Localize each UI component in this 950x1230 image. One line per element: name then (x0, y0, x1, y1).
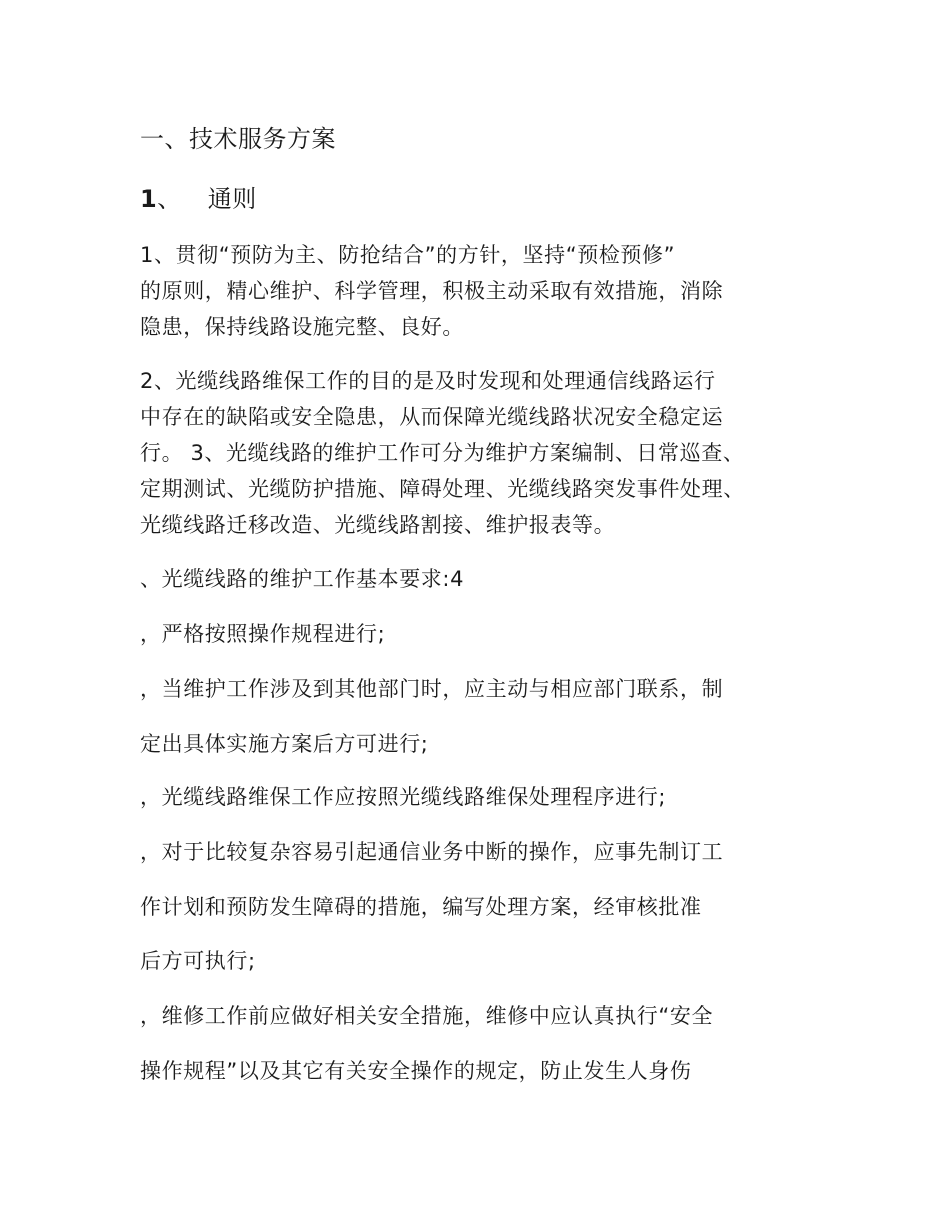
list-item: ，维修工作前应做好相关安全措施，维修中应认真执行“安全 (140, 1004, 714, 1028)
paragraph-2-line-2: 中存在的缺陷或安全隐患，从而保障光缆线路状况安全稳定运 (140, 405, 724, 429)
paragraph-1-line-1: 1、贯彻“预防为主、防抢结合”的方针，坚持“预检预修” (140, 243, 676, 267)
paragraph-1-line-3: 隐患，保持线路设施完整、良好。 (140, 315, 464, 339)
section-heading: 一、技术服务方案 (140, 125, 336, 153)
list-item: ，严格按照操作规程进行; (140, 622, 386, 646)
list-item: ，对于比较复杂容易引起通信业务中断的操作，应事先制订工 (140, 840, 724, 864)
paragraph-2-line-5: 光缆线路迁移改造、光缆线路割接、维护报表等。 (140, 513, 616, 537)
list-item: 操作规程”以及其它有关安全操作的规定，防止发生人身伤 (140, 1059, 692, 1083)
subsection-heading (140, 182, 820, 216)
subsection-number: 1 (140, 185, 158, 213)
list-item: 定出具体实施方案后方可进行; (140, 732, 429, 756)
subsection-title: 通则 (207, 185, 257, 213)
subsection-separator: 、 (157, 185, 182, 213)
list-item: 作计划和预防发生障碍的措施，编写处理方案，经审核批准 (140, 895, 702, 919)
paragraph-2-line-4: 定期测试、光缆防护措施、障碍处理、光缆线路突发事件处理、 (140, 477, 745, 501)
paragraph-2-line-1: 2、光缆线路维保工作的目的是及时发现和处理通信线路运行 (140, 369, 716, 393)
paragraph-1-line-2: 的原则，精心维护、科学管理，积极主动采取有效措施，消除 (140, 279, 724, 303)
list-item: 后方可执行; (140, 949, 256, 973)
list-item: 、光缆线路的维护工作基本要求:4 (140, 567, 465, 591)
paragraph-2-line-3: 行。 3、光缆线路的维护工作可分为维护方案编制、日常巡查、 (140, 441, 745, 465)
list-item: ，光缆线路维保工作应按照光缆线路维保处理程序进行; (140, 785, 667, 809)
list-item: ，当维护工作涉及到其他部门时，应主动与相应部门联系，制 (140, 677, 724, 701)
